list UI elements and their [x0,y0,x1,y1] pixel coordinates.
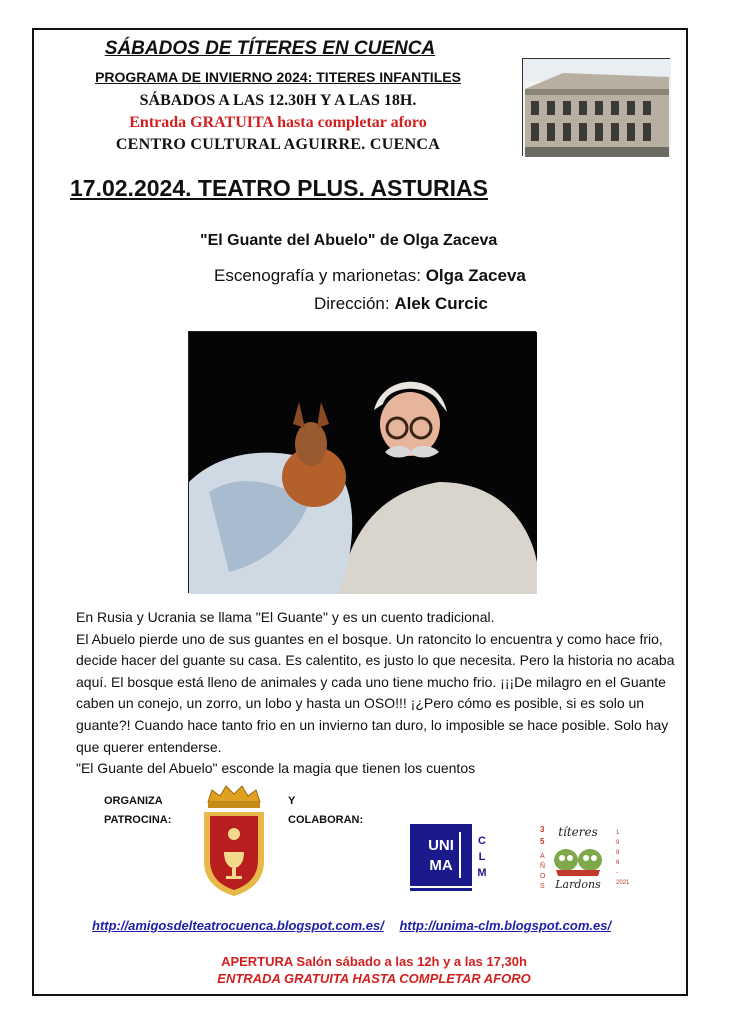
links-row [92,918,611,933]
collaborators-label-line2: COLABORAN: [288,814,364,826]
organizer-label [104,792,171,830]
program-title: PROGRAMA DE INVIERNO 2024: TITERES INFANTILES [95,69,461,85]
show-title: "El Guante del Abuelo" de Olga Zaceva [200,232,498,249]
organizer-label-line2: PATROCINA: [104,814,172,826]
scenography-label: Escenografía y marionetas: [214,266,421,285]
svg-text:MA: MA [429,857,453,874]
svg-text:Ñ: Ñ [540,863,546,870]
series-title: SÁBADOS DE TÍTERES EN CUENCA [104,38,436,59]
svg-text:L: L [478,851,486,863]
svg-text:O: O [540,873,546,880]
svg-text:S: S [540,883,545,890]
svg-text:-: - [616,870,618,876]
direction-label: Dirección: [314,294,390,313]
direction-credit [314,294,488,314]
unima-text: UNI [428,837,454,854]
show-photo [188,331,536,593]
schedule-times: SÁBADOS A LAS 12.30H Y A LAS 18H. [139,92,417,109]
collaborators-label-line1: Y [288,795,296,807]
direction-name: Alek Curcic [394,294,488,313]
cultural-center-photo [522,58,670,156]
event-date-company: 17.02.2024. TEATRO PLUS. ASTURIAS [70,175,488,201]
cuenca-coat-of-arms-logo [198,782,270,898]
svg-text:6: 6 [616,860,620,866]
description-paragraph-1: En Rusia y Ucrania se llama "El Guante" y es un cuento tradicional. [76,609,495,625]
free-entry-footer: ENTRADA GRATUITA HASTA COMPLETAR AFORO [217,971,531,986]
svg-text:3: 3 [540,825,545,834]
svg-text:8: 8 [616,850,620,856]
svg-text:A: A [540,853,545,860]
organizer-label-line1: ORGANIZA [104,795,163,807]
svg-text:9: 9 [616,840,620,846]
description-block [76,607,676,780]
svg-text:M: M [477,867,487,879]
venue-name: CENTRO CULTURAL AGUIRRE. CUENCA [115,136,441,153]
description-paragraph-3: "El Guante del Abuelo" esconde la magia que tienen los cuentos [76,760,476,777]
svg-text:C: C [478,835,486,847]
svg-text:5: 5 [540,837,545,846]
scenography-credit [214,266,526,286]
opening-hours-note: APERTURA Salón sábado a las 12h y a las 17,30h [221,954,527,969]
svg-text:Lardons: Lardons [555,878,601,891]
scenography-name: Olga Zaceva [425,266,526,285]
svg-text:1: 1 [616,830,620,836]
amigos-teatro-link[interactable]: http://amigosdelteatrocuenca.blogspot.com.es/ [92,918,384,933]
free-entry-note: Entrada GRATUITA hasta completar aforo [129,114,427,131]
titeres-lardons-logo [532,822,630,894]
description-paragraph-2: El Abuelo pierde uno de sus guantes en el bosque. Un ratoncito lo encuentra y como hace frio, decide hacer del guante su casa. Es calentito, es justo lo que necesita. Pero la historia no acaba aquí. El bosque está lleno de animales y cada uno tiene mucho frio. ¡¡¡De milagro en el Guante caben un conejo, un zorro, un lobo y hasta un OSO!!! ¡¿Pero cómo es posible, si es solo un guante?! Cuando hace tanto frio en un invierno tan duro, lo imposible se hace posible. Solo hay que querer entenderse. [76,630,675,755]
unima-clm-logo [410,824,492,894]
svg-text:2021: 2021 [616,880,630,886]
collaborators-label [288,792,363,830]
unima-clm-link[interactable]: http://unima-clm.blogspot.com.es/ [399,918,612,933]
svg-text:títeres: títeres [558,825,598,839]
